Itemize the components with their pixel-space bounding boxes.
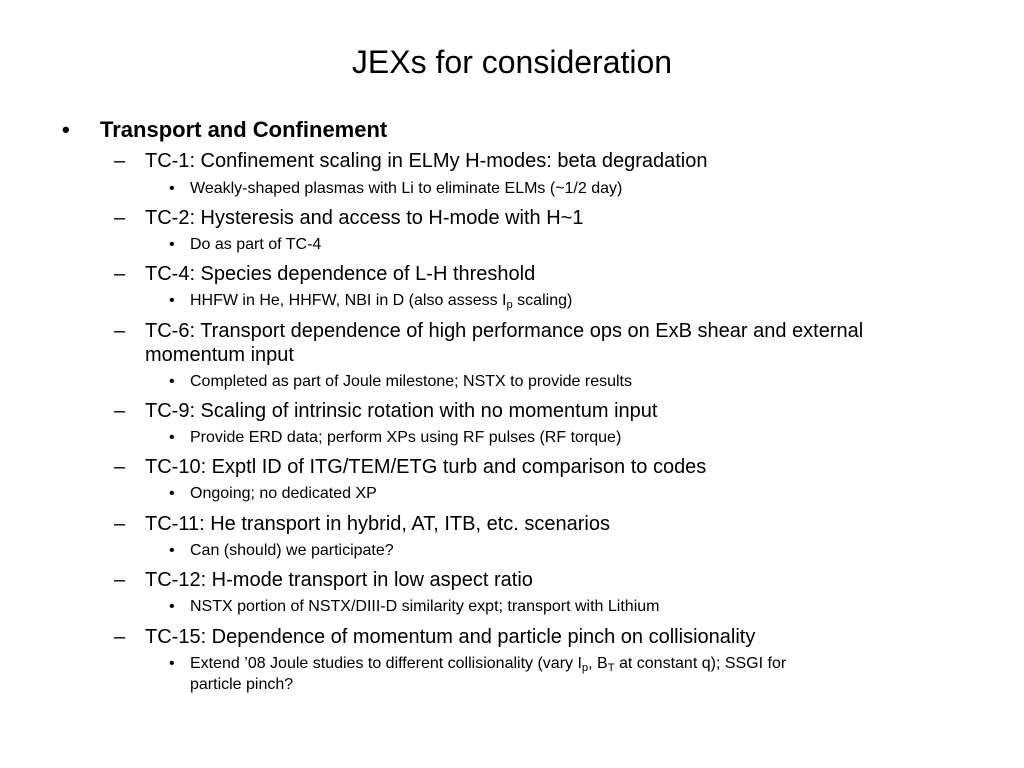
section-heading: Transport and Confinement [100, 117, 388, 142]
jex-item-tc15: TC-15: Dependence of momentum and particle pinch on collisionality [145, 626, 756, 648]
jex-note-tc9: Provide ERD data; perform XPs using RF pulses (RF torque) [190, 429, 622, 446]
jex-note-tc11: Can (should) we participate? [190, 542, 394, 559]
sub-bullet-marker: • [169, 292, 175, 309]
dash-marker: – [114, 207, 126, 229]
jex-item-tc12: TC-12: H-mode transport in low aspect ratio [145, 569, 533, 591]
slide-title: JEXs for consideration [351, 44, 673, 80]
jex-item-tc11: TC-11: He transport in hybrid, AT, ITB, etc. scenarios [145, 513, 610, 535]
sub-bullet-marker: • [169, 236, 175, 253]
bullet-marker: • [62, 117, 70, 142]
jex-note-tc1: Weakly-shaped plasmas with Li to eliminate ELMs (~1/2 day) [190, 180, 623, 197]
jex-note-tc4: HHFW in He, HHFW, NBI in D (also assess $I_p$ scaling) [190, 292, 573, 311]
jex-item-tc4: TC-4: Species dependence of L-H threshold [145, 263, 536, 285]
jex-note-tc6: Completed as part of Joule milestone; NSTX to provide results [190, 373, 632, 390]
sub-bullet-marker: • [169, 485, 175, 502]
sub-bullet-marker: • [169, 655, 175, 672]
jex-item-tc6-line2: momentum input [145, 344, 294, 366]
jex-note-tc12: NSTX portion of NSTX/DIII-D similarity expt; transport with Lithium [190, 598, 660, 615]
sub-bullet-marker: • [169, 598, 175, 615]
sub-bullet-marker: • [169, 542, 175, 559]
dash-marker: – [114, 626, 126, 648]
jex-item-tc2: TC-2: Hysteresis and access to H-mode with H~1 [145, 207, 584, 229]
jex-item-tc10: TC-10: Exptl ID of ITG/TEM/ETG turb and comparison to codes [145, 456, 707, 478]
jex-note-tc10: Ongoing; no dedicated XP [190, 485, 377, 502]
jex-item-tc9: TC-9: Scaling of intrinsic rotation with no momentum input [145, 400, 658, 422]
jex-item-tc1: TC-1: Confinement scaling in ELMy H-modes: beta degradation [145, 150, 708, 172]
jex-item-tc6-line1: TC-6: Transport dependence of high performance ops on ExB shear and external [145, 320, 864, 342]
jex-note-tc15-line2: particle pinch? [190, 676, 294, 693]
sub-bullet-marker: • [169, 429, 175, 446]
dash-marker: – [114, 320, 126, 342]
jex-note-tc15-line1: Extend ’08 Joule studies to different collisionality (vary $I_p$, $B_T$ at constant q); SSGI for [190, 655, 787, 674]
jex-note-tc2: Do as part of TC-4 [190, 236, 322, 253]
sub-bullet-marker: • [169, 373, 175, 390]
dash-marker: – [114, 400, 126, 422]
dash-marker: – [114, 456, 126, 478]
dash-marker: – [114, 569, 126, 591]
sub-bullet-marker: • [169, 180, 175, 197]
dash-marker: – [114, 263, 126, 285]
dash-marker: – [114, 513, 126, 535]
dash-marker: – [114, 150, 126, 172]
